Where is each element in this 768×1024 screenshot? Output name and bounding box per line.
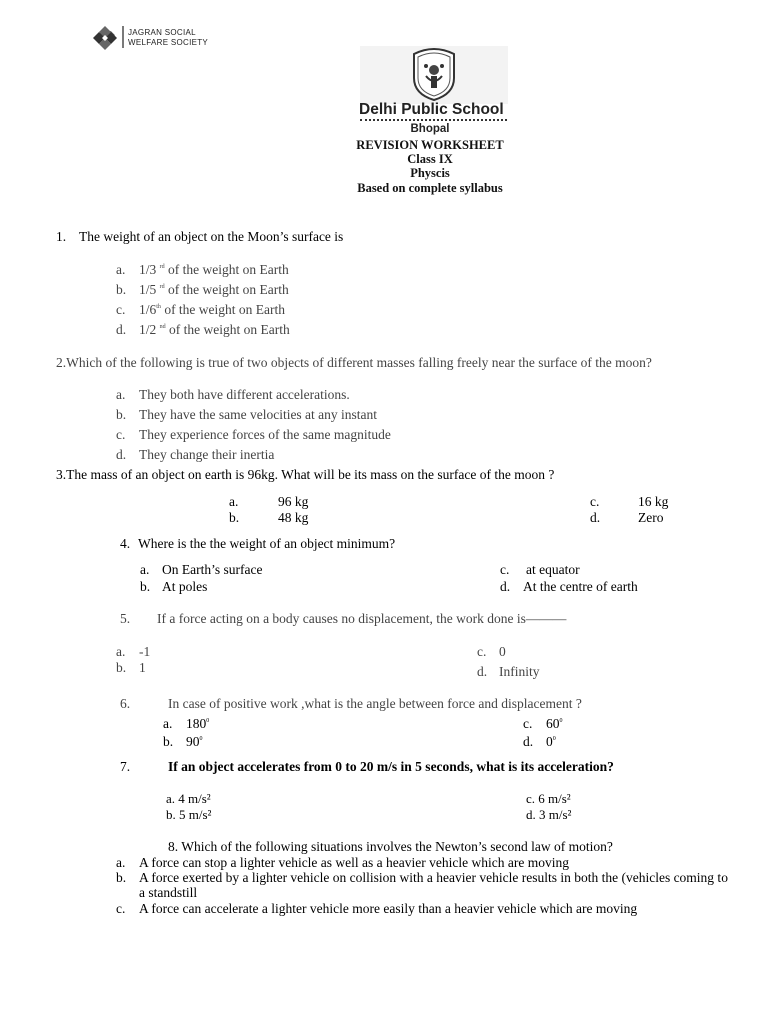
q1-text: The weight of an object on the Moon’s surface is: [79, 229, 344, 244]
q4-opt-d: At the centre of earth: [523, 579, 638, 594]
q4-opt-c-letter: c.: [500, 562, 510, 577]
q3-opt-d-letter: d.: [590, 510, 601, 525]
q4-opt-b-letter: b.: [140, 579, 151, 594]
q5-opt-b-letter: b.: [116, 660, 127, 675]
q8-opt-c-letter: c.: [116, 901, 126, 916]
q3-opt-b-letter: b.: [229, 510, 240, 525]
q3-opt-d: Zero: [638, 510, 664, 525]
q7-opt-c: c. 6 m/s²: [526, 791, 571, 806]
q7-opt-b: b. 5 m/s²: [166, 807, 212, 822]
q6-opt-b-letter: b.: [163, 734, 174, 749]
org-line2: WELFARE SOCIETY: [128, 38, 209, 47]
q5-opt-a-letter: a.: [116, 644, 126, 659]
q3-text: 3.The mass of an object on earth is 96kg. What will be its mass on the surface of the moon ?: [56, 467, 555, 482]
q2-opt-d: They change their inertia: [139, 447, 275, 462]
q4-opt-a-letter: a.: [140, 562, 150, 577]
q3-opt-c-letter: c.: [590, 494, 600, 509]
q6-opt-d: $0^0$: [546, 734, 556, 749]
q2-opt-d-letter: d.: [116, 447, 127, 462]
org-line1: JAGRAN SOCIAL: [128, 28, 196, 37]
q6-opt-d-letter: d.: [523, 734, 534, 749]
q3-opt-a-letter: a.: [229, 494, 239, 509]
q6-opt-b: $90^0$: [186, 734, 203, 749]
q2-opt-b: They have the same velocities at any instant: [139, 407, 378, 422]
q5-opt-d-letter: d.: [477, 664, 488, 679]
school-crest: [360, 46, 508, 104]
q1-opt-d-letter: d.: [116, 322, 127, 337]
crest-icon: [360, 46, 508, 104]
class-label: Class IX: [407, 152, 453, 166]
divider: [360, 119, 507, 121]
q2-opt-a-letter: a.: [116, 387, 126, 402]
q6-text: In case of positive work ,what is the angle between force and displacement ?: [168, 696, 582, 711]
q1-opt-b-letter: b.: [116, 282, 127, 297]
q1-opt-c: 1/6th of the weight on Earth: [139, 302, 286, 317]
q5-opt-c-letter: c.: [477, 644, 487, 659]
q6-opt-a-letter: a.: [163, 716, 173, 731]
q3-opt-b: 48 kg: [278, 510, 309, 525]
q6-opt-c-letter: c.: [523, 716, 533, 731]
worksheet-title: REVISION WORKSHEET: [356, 138, 504, 152]
q8-opt-c: A force can accelerate a lighter vehicle more easily than a heavier vehicle which are moving: [139, 901, 638, 916]
q4-text: Where is the the weight of an object minimum?: [138, 536, 396, 551]
q5-opt-b: 1: [139, 660, 146, 675]
q5-number: 5.: [120, 611, 131, 626]
q4-opt-a: On Earth’s surface: [162, 562, 263, 577]
city: Bhopal: [410, 123, 450, 135]
q4-opt-c: at equator: [526, 562, 580, 577]
q2-opt-c: They experience forces of the same magnitude: [139, 427, 391, 442]
subject-label: Physcis: [410, 166, 450, 180]
q2-opt-c-letter: c.: [116, 427, 126, 442]
q1-opt-d: 1/2 $^{nd}$ of the weight on Earth: [139, 322, 290, 337]
q6-opt-c: $60^0$: [546, 716, 563, 731]
q1-opt-c-letter: c.: [116, 302, 126, 317]
q7-text: If an object accelerates from 0 to 20 m/s in 5 seconds, what is its acceleration?: [168, 759, 614, 774]
q7-opt-d: d. 3 m/s²: [526, 807, 572, 822]
q8-opt-a: A force can stop a lighter vehicle as well as a heavier vehicle which are moving: [139, 855, 569, 870]
q6-opt-a: $180^0$: [186, 716, 210, 731]
school-name: Delhi Public School: [359, 101, 504, 118]
q4-opt-d-letter: d.: [500, 579, 511, 594]
q8-opt-a-letter: a.: [116, 855, 126, 870]
q3-opt-a: 96 kg: [278, 494, 309, 509]
q5-opt-a: -1: [139, 644, 151, 659]
q8-opt-b-cont: a standstill: [139, 885, 198, 900]
q1-opt-b: 1/5 $^{rd}$ of the weight on Earth: [139, 282, 289, 297]
q5-opt-d: Infinity: [499, 664, 540, 679]
org-name: [128, 28, 208, 48]
q8-text: 8. Which of the following situations involves the Newton’s second law of motion?: [168, 839, 613, 854]
q7-opt-a: a. 4 m/s²: [166, 791, 211, 806]
q8-opt-b: A force exerted by a lighter vehicle on collision with a heavier vehicle results in both the (vehicles coming to: [139, 870, 728, 885]
q3-opt-c: 16 kg: [638, 494, 669, 509]
q6-number: 6.: [120, 696, 131, 711]
q5-opt-c: 0: [499, 644, 506, 659]
q1-opt-a-letter: a.: [116, 262, 126, 277]
q4-opt-b: At poles: [162, 579, 208, 594]
q5-text: If a force acting on a body causes no displacement, the work done is———: [157, 611, 567, 626]
q1-opt-a: 1/3 $^{rd}$ of the weight on Earth: [139, 262, 289, 277]
q2-opt-b-letter: b.: [116, 407, 127, 422]
q7-number: 7.: [120, 759, 131, 774]
q2-text: 2.Which of the following is true of two objects of different masses falling freely near the surface of the moon?: [56, 355, 652, 370]
q4-number: 4.: [120, 536, 131, 551]
syllabus-note: Based on complete syllabus: [357, 181, 503, 195]
q2-opt-a: They both have different accelerations.: [139, 387, 350, 402]
q8-opt-b-letter: b.: [116, 870, 127, 885]
q1-number: 1.: [56, 229, 67, 244]
